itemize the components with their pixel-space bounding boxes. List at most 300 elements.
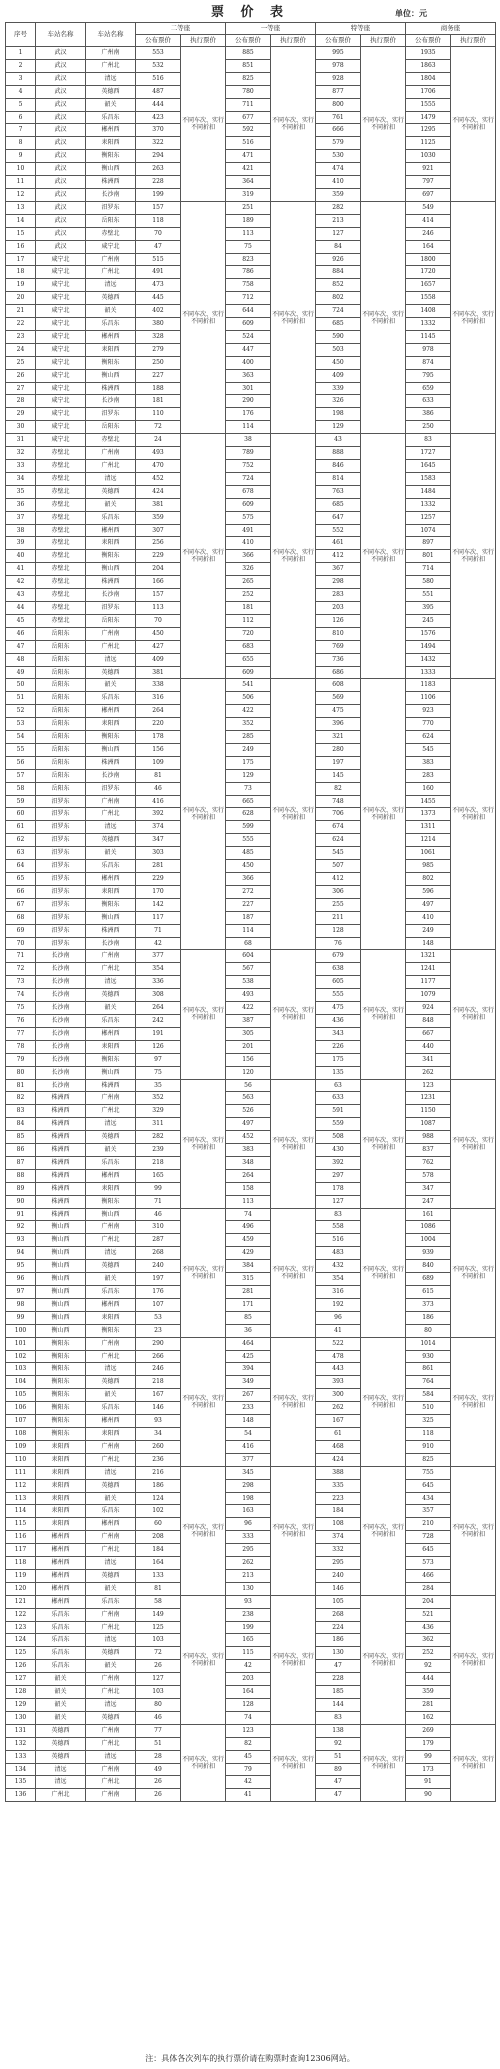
table-row (6, 1221, 496, 1234)
table-row (6, 279, 496, 292)
table-row (6, 1673, 496, 1686)
arrival-station: 衡阳东 (86, 1053, 136, 1066)
table-row (6, 85, 496, 98)
premium-class-published-price: 605 (316, 976, 361, 989)
premium-class-published-price: 666 (316, 124, 361, 137)
first-class-published-price: 387 (226, 1014, 271, 1027)
departure-station: 岳阳东 (36, 743, 86, 756)
second-class-published-price: 102 (136, 1505, 181, 1518)
table-row (6, 1789, 496, 1802)
row-seq: 88 (6, 1169, 36, 1182)
premium-class-published-price: 443 (316, 1363, 361, 1376)
row-seq: 124 (6, 1634, 36, 1647)
arrival-station: 广州南 (86, 627, 136, 640)
table-row (6, 124, 496, 137)
table-row (6, 343, 496, 356)
row-seq: 86 (6, 1144, 36, 1157)
arrival-station: 广州北 (86, 963, 136, 976)
departure-station: 郴州西 (36, 1595, 86, 1608)
executed-price-note: 不同车次、实行不同折扣 (181, 434, 226, 679)
premium-class-published-price: 354 (316, 1273, 361, 1286)
executed-price-note: 不同车次、实行不同折扣 (181, 950, 226, 1079)
arrival-station: 广州北 (86, 1544, 136, 1557)
business-class-published-price: 797 (406, 176, 451, 189)
row-seq: 66 (6, 885, 36, 898)
table-row (6, 756, 496, 769)
departure-station: 郴州西 (36, 1569, 86, 1582)
table-row (6, 1711, 496, 1724)
departure-station: 株洲西 (36, 1118, 86, 1131)
header-executed-price: 执行票价 (271, 35, 316, 47)
departure-station: 岳阳东 (36, 756, 86, 769)
business-class-published-price: 848 (406, 1014, 451, 1027)
first-class-published-price: 264 (226, 1169, 271, 1182)
premium-class-published-price: 84 (316, 240, 361, 253)
business-class-published-price: 395 (406, 601, 451, 614)
first-class-published-price: 163 (226, 1505, 271, 1518)
departure-station: 郴州西 (36, 1582, 86, 1595)
first-class-published-price: 464 (226, 1337, 271, 1350)
arrival-station: 岳阳东 (86, 214, 136, 227)
table-row (6, 305, 496, 318)
premium-class-published-price: 686 (316, 666, 361, 679)
table-row (6, 821, 496, 834)
premium-class-published-price: 800 (316, 98, 361, 111)
second-class-published-price: 236 (136, 1453, 181, 1466)
premium-class-published-price: 316 (316, 1286, 361, 1299)
table-row (6, 434, 496, 447)
first-class-published-price: 41 (226, 1789, 271, 1802)
first-class-published-price: 85 (226, 1311, 271, 1324)
departure-station: 咸宁北 (36, 305, 86, 318)
second-class-published-price: 452 (136, 472, 181, 485)
premium-class-published-price: 430 (316, 1144, 361, 1157)
premium-class-published-price: 545 (316, 847, 361, 860)
first-class-published-price: 493 (226, 989, 271, 1002)
second-class-published-price: 126 (136, 1040, 181, 1053)
business-class-published-price: 1332 (406, 318, 451, 331)
arrival-station: 乐昌东 (86, 1286, 136, 1299)
departure-station: 汨罗东 (36, 847, 86, 860)
first-class-published-price: 79 (226, 1763, 271, 1776)
arrival-station: 咸宁北 (86, 240, 136, 253)
executed-price-note: 不同车次、实行不同折扣 (271, 950, 316, 1079)
row-seq: 25 (6, 356, 36, 369)
executed-price-note: 不同车次、实行不同折扣 (181, 1466, 226, 1595)
executed-price-note: 不同车次、实行不同折扣 (361, 1466, 406, 1595)
departure-station: 清远 (36, 1776, 86, 1789)
departure-station: 韶关 (36, 1699, 86, 1712)
arrival-station: 衡山西 (86, 911, 136, 924)
second-class-published-price: 516 (136, 72, 181, 85)
arrival-station: 郴州西 (86, 873, 136, 886)
executed-price-note: 不同车次、实行不同折扣 (271, 201, 316, 433)
row-seq: 136 (6, 1789, 36, 1802)
executed-price-note: 不同车次、实行不同折扣 (361, 1208, 406, 1337)
second-class-published-price: 473 (136, 279, 181, 292)
arrival-station: 广州南 (86, 1531, 136, 1544)
arrival-station: 耒阳西 (86, 1311, 136, 1324)
second-class-published-price: 70 (136, 614, 181, 627)
row-seq: 127 (6, 1673, 36, 1686)
premium-class-published-price: 424 (316, 1453, 361, 1466)
arrival-station: 株洲西 (86, 924, 136, 937)
premium-class-published-price: 144 (316, 1699, 361, 1712)
departure-station: 英德西 (36, 1737, 86, 1750)
second-class-published-price: 239 (136, 1144, 181, 1157)
row-seq: 44 (6, 601, 36, 614)
first-class-published-price: 42 (226, 1776, 271, 1789)
row-seq: 83 (6, 1105, 36, 1118)
first-class-published-price: 345 (226, 1466, 271, 1479)
business-class-published-price: 1332 (406, 498, 451, 511)
row-seq: 77 (6, 1027, 36, 1040)
header-executed-price: 执行票价 (361, 35, 406, 47)
second-class-published-price: 328 (136, 330, 181, 343)
first-class-published-price: 285 (226, 731, 271, 744)
departure-station: 衡阳东 (36, 1415, 86, 1428)
business-class-published-price: 173 (406, 1763, 451, 1776)
table-row (6, 1014, 496, 1027)
first-class-published-price: 422 (226, 1002, 271, 1015)
table-row (6, 1066, 496, 1079)
executed-price-note: 不同车次、实行不同折扣 (361, 201, 406, 433)
second-class-published-price: 227 (136, 369, 181, 382)
row-seq: 89 (6, 1182, 36, 1195)
first-class-published-price: 165 (226, 1634, 271, 1647)
business-class-published-price: 1030 (406, 150, 451, 163)
departure-station: 长沙南 (36, 1027, 86, 1040)
arrival-station: 广州南 (86, 1092, 136, 1105)
premium-class-published-price: 213 (316, 214, 361, 227)
second-class-published-price: 218 (136, 1376, 181, 1389)
business-class-published-price: 204 (406, 1595, 451, 1608)
premium-class-published-price: 483 (316, 1247, 361, 1260)
table-row (6, 1234, 496, 1247)
premium-class-published-price: 135 (316, 1066, 361, 1079)
second-class-published-price: 263 (136, 163, 181, 176)
table-row (6, 1260, 496, 1273)
business-class-published-price: 269 (406, 1724, 451, 1737)
row-seq: 8 (6, 137, 36, 150)
table-row (6, 614, 496, 627)
table-row (6, 292, 496, 305)
departure-station: 长沙南 (36, 950, 86, 963)
departure-station: 韶关 (36, 1673, 86, 1686)
departure-station: 长沙南 (36, 1014, 86, 1027)
table-row (6, 924, 496, 937)
first-class-published-price: 720 (226, 627, 271, 640)
table-row (6, 1531, 496, 1544)
first-class-published-price: 609 (226, 666, 271, 679)
business-class-published-price: 1177 (406, 976, 451, 989)
arrival-station: 郴州西 (86, 330, 136, 343)
arrival-station: 郴州西 (86, 1298, 136, 1311)
premium-class-published-price: 432 (316, 1260, 361, 1273)
departure-station: 赤壁北 (36, 601, 86, 614)
business-class-published-price: 1935 (406, 47, 451, 60)
business-class-published-price: 1086 (406, 1221, 451, 1234)
row-seq: 59 (6, 795, 36, 808)
executed-price-note: 不同车次、实行不同折扣 (181, 1208, 226, 1337)
executed-price-note: 不同车次、实行不同折扣 (361, 679, 406, 950)
table-row (6, 524, 496, 537)
premium-class-published-price: 468 (316, 1440, 361, 1453)
table-row (6, 834, 496, 847)
premium-class-published-price: 763 (316, 485, 361, 498)
departure-station: 郴州西 (36, 1557, 86, 1570)
departure-station: 英德西 (36, 1724, 86, 1737)
departure-station: 长沙南 (36, 963, 86, 976)
departure-station: 岳阳东 (36, 705, 86, 718)
table-row (6, 1557, 496, 1570)
business-class-published-price: 624 (406, 731, 451, 744)
departure-station: 岳阳东 (36, 731, 86, 744)
premium-class-published-price: 178 (316, 1182, 361, 1195)
executed-price-note: 不同车次、实行不同折扣 (451, 1724, 496, 1801)
table-row (6, 1311, 496, 1324)
business-class-published-price: 262 (406, 1066, 451, 1079)
table-row (6, 653, 496, 666)
departure-station: 武汉 (36, 98, 86, 111)
executed-price-note: 不同车次、实行不同折扣 (451, 1208, 496, 1337)
table-row (6, 111, 496, 124)
arrival-station: 衡阳东 (86, 898, 136, 911)
row-seq: 90 (6, 1195, 36, 1208)
departure-station: 武汉 (36, 111, 86, 124)
first-class-published-price: 54 (226, 1427, 271, 1440)
executed-price-note: 不同车次、实行不同折扣 (181, 1724, 226, 1801)
first-class-published-price: 181 (226, 601, 271, 614)
executed-price-note: 不同车次、实行不同折扣 (451, 1595, 496, 1724)
second-class-published-price: 264 (136, 1002, 181, 1015)
premium-class-published-price: 282 (316, 201, 361, 214)
first-class-published-price: 45 (226, 1750, 271, 1763)
premium-class-published-price: 126 (316, 614, 361, 627)
table-row (6, 163, 496, 176)
first-class-published-price: 400 (226, 356, 271, 369)
business-class-published-price: 1241 (406, 963, 451, 976)
row-seq: 6 (6, 111, 36, 124)
arrival-station: 广州北 (86, 808, 136, 821)
first-class-published-price: 363 (226, 369, 271, 382)
premium-class-published-price: 475 (316, 1002, 361, 1015)
first-class-published-price: 74 (226, 1208, 271, 1221)
premium-class-published-price: 83 (316, 1208, 361, 1221)
second-class-published-price: 188 (136, 382, 181, 395)
row-seq: 69 (6, 924, 36, 937)
executed-price-note: 不同车次、实行不同折扣 (361, 1079, 406, 1208)
second-class-published-price: 423 (136, 111, 181, 124)
table-row (6, 795, 496, 808)
arrival-station: 清远 (86, 279, 136, 292)
business-class-published-price: 386 (406, 408, 451, 421)
table-row (6, 847, 496, 860)
business-class-published-price: 440 (406, 1040, 451, 1053)
arrival-station: 赤壁北 (86, 227, 136, 240)
departure-station: 咸宁北 (36, 356, 86, 369)
arrival-station: 广州北 (86, 266, 136, 279)
business-class-published-price: 549 (406, 201, 451, 214)
table-row (6, 1595, 496, 1608)
executed-price-note: 不同车次、实行不同折扣 (271, 1466, 316, 1595)
first-class-published-price: 471 (226, 150, 271, 163)
second-class-published-price: 80 (136, 1699, 181, 1712)
first-class-published-price: 416 (226, 1440, 271, 1453)
table-row (6, 743, 496, 756)
premium-class-published-price: 552 (316, 524, 361, 537)
arrival-station: 韶关 (86, 847, 136, 860)
executed-price-note: 不同车次、实行不同折扣 (361, 434, 406, 679)
arrival-station: 韶关 (86, 1582, 136, 1595)
row-seq: 64 (6, 860, 36, 873)
row-seq: 114 (6, 1505, 36, 1518)
executed-price-note: 不同车次、实行不同折扣 (181, 1337, 226, 1466)
business-class-published-price: 1074 (406, 524, 451, 537)
business-class-published-price: 99 (406, 1750, 451, 1763)
second-class-published-price: 197 (136, 1273, 181, 1286)
business-class-published-price: 1432 (406, 653, 451, 666)
premium-class-published-price: 810 (316, 627, 361, 640)
arrival-station: 清远 (86, 1699, 136, 1712)
table-row (6, 1027, 496, 1040)
departure-station: 咸宁北 (36, 266, 86, 279)
row-seq: 68 (6, 911, 36, 924)
premium-class-published-price: 280 (316, 743, 361, 756)
first-class-published-price: 452 (226, 1131, 271, 1144)
table-row (6, 137, 496, 150)
table-row (6, 1737, 496, 1750)
arrival-station: 衡山西 (86, 163, 136, 176)
first-class-published-price: 524 (226, 330, 271, 343)
second-class-published-price: 72 (136, 421, 181, 434)
arrival-station: 株洲西 (86, 1079, 136, 1092)
row-seq: 122 (6, 1608, 36, 1621)
row-seq: 21 (6, 305, 36, 318)
table-row (6, 1505, 496, 1518)
arrival-station: 英德西 (86, 1647, 136, 1660)
table-row (6, 1040, 496, 1053)
premium-class-published-price: 96 (316, 1311, 361, 1324)
executed-price-note: 不同车次、实行不同折扣 (271, 1724, 316, 1801)
first-class-published-price: 377 (226, 1453, 271, 1466)
row-seq: 71 (6, 950, 36, 963)
row-seq: 134 (6, 1763, 36, 1776)
second-class-published-price: 374 (136, 821, 181, 834)
business-class-published-price: 246 (406, 227, 451, 240)
table-row (6, 1208, 496, 1221)
premium-class-published-price: 392 (316, 1156, 361, 1169)
header-executed-price: 执行票价 (451, 35, 496, 47)
second-class-published-price: 329 (136, 1105, 181, 1118)
business-class-published-price: 118 (406, 1427, 451, 1440)
business-class-published-price: 1150 (406, 1105, 451, 1118)
table-row (6, 537, 496, 550)
departure-station: 耒阳西 (36, 1466, 86, 1479)
row-seq: 96 (6, 1273, 36, 1286)
row-seq: 32 (6, 447, 36, 460)
arrival-station: 韶关 (86, 1389, 136, 1402)
business-class-published-price: 795 (406, 369, 451, 382)
business-class-published-price: 160 (406, 782, 451, 795)
arrival-station: 韶关 (86, 1660, 136, 1673)
row-seq: 120 (6, 1582, 36, 1595)
table-row (6, 1182, 496, 1195)
executed-price-note: 不同车次、实行不同折扣 (451, 434, 496, 679)
table-row (6, 1776, 496, 1789)
row-seq: 131 (6, 1724, 36, 1737)
second-class-published-price: 229 (136, 873, 181, 886)
business-class-published-price: 436 (406, 1621, 451, 1634)
header-premium-class: 特等座 (316, 23, 406, 35)
first-class-published-price: 677 (226, 111, 271, 124)
first-class-published-price: 366 (226, 873, 271, 886)
table-row (6, 1763, 496, 1776)
business-class-published-price: 161 (406, 1208, 451, 1221)
departure-station: 咸宁北 (36, 292, 86, 305)
premium-class-published-price: 175 (316, 1053, 361, 1066)
business-class-published-price: 148 (406, 937, 451, 950)
arrival-station: 长沙南 (86, 769, 136, 782)
second-class-published-price: 125 (136, 1621, 181, 1634)
premium-class-published-price: 396 (316, 718, 361, 731)
row-seq: 61 (6, 821, 36, 834)
arrival-station: 广州南 (86, 1337, 136, 1350)
business-class-published-price: 1321 (406, 950, 451, 963)
row-seq: 103 (6, 1363, 36, 1376)
premium-class-published-price: 685 (316, 498, 361, 511)
second-class-published-price: 311 (136, 1118, 181, 1131)
arrival-station: 韶关 (86, 1144, 136, 1157)
row-seq: 110 (6, 1453, 36, 1466)
arrival-station: 汨罗东 (86, 408, 136, 421)
first-class-published-price: 227 (226, 898, 271, 911)
arrival-station: 广州北 (86, 1621, 136, 1634)
arrival-station: 清远 (86, 72, 136, 85)
first-class-published-price: 425 (226, 1350, 271, 1363)
departure-station: 耒阳西 (36, 1479, 86, 1492)
second-class-published-price: 133 (136, 1569, 181, 1582)
arrival-station: 广州北 (86, 460, 136, 473)
premium-class-published-price: 300 (316, 1389, 361, 1402)
business-class-published-price: 444 (406, 1673, 451, 1686)
row-seq: 46 (6, 627, 36, 640)
first-class-published-price: 115 (226, 1647, 271, 1660)
business-class-published-price: 1004 (406, 1234, 451, 1247)
first-class-published-price: 563 (226, 1092, 271, 1105)
first-class-published-price: 129 (226, 769, 271, 782)
business-class-published-price: 762 (406, 1156, 451, 1169)
departure-station: 岳阳东 (36, 782, 86, 795)
header-published-price: 公布票价 (406, 35, 451, 47)
row-seq: 15 (6, 227, 36, 240)
premium-class-published-price: 450 (316, 356, 361, 369)
premium-class-published-price: 978 (316, 59, 361, 72)
departure-station: 耒阳西 (36, 1440, 86, 1453)
first-class-published-price: 265 (226, 576, 271, 589)
row-seq: 100 (6, 1324, 36, 1337)
second-class-published-price: 127 (136, 1673, 181, 1686)
departure-station: 衡山西 (36, 1221, 86, 1234)
second-class-published-price: 99 (136, 1182, 181, 1195)
row-seq: 70 (6, 937, 36, 950)
second-class-published-price: 165 (136, 1169, 181, 1182)
second-class-published-price: 81 (136, 1582, 181, 1595)
second-class-published-price: 470 (136, 460, 181, 473)
arrival-station: 广州南 (86, 1221, 136, 1234)
first-class-published-price: 267 (226, 1389, 271, 1402)
business-class-published-price: 1804 (406, 72, 451, 85)
